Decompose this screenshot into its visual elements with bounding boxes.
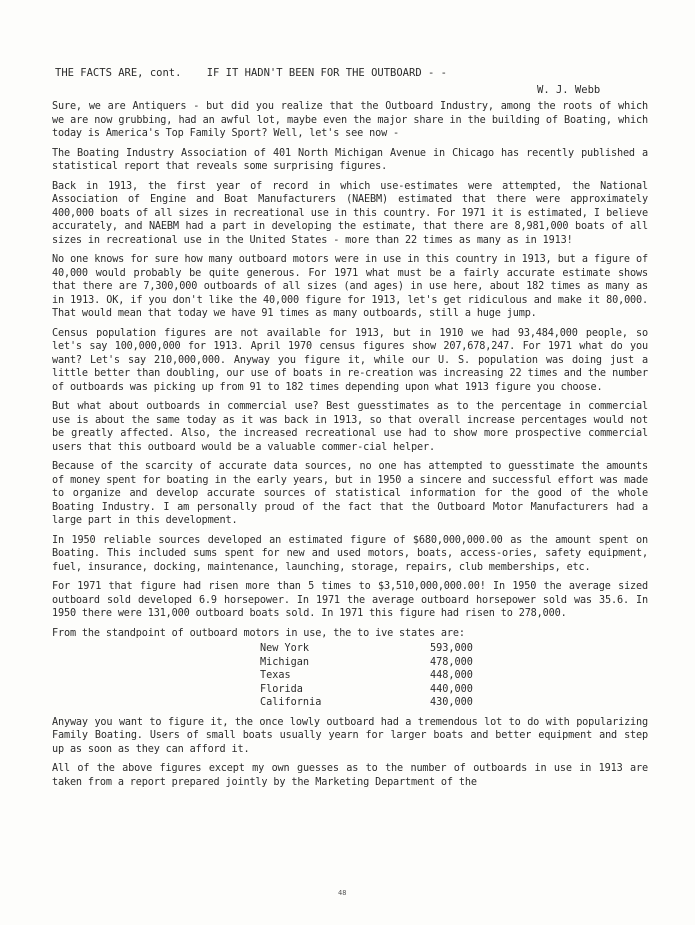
state-value: 430,000 (430, 697, 473, 708)
state-name: Michigan (260, 656, 310, 668)
paragraph-outboard-count: No one knows for sure how many outboard motors were in use in this country in 1913, but a figure of 40,000 would probably be quite generous. For 1971 what must be a fairly accurate estimate shows that there are 7,300,000 outboards of all sizes (and ages) in use here, about 182 times as many as in 1913. OK, if you don't like the 40,000 figure for 1913, let's get ridiculous and make it 80,000. That would mean that today we have 91 times as many outboards, still a huge jump. (52, 254, 648, 319)
article-body (52, 100, 648, 795)
state-value: 448,000 (430, 670, 473, 681)
paragraph-commercial-use: But what about outboards in commercial use? Best guesstimates as to the percentage in commercial use is about the same today as it was back in 1913, so that overall increase percentages would not be greatly affected. Also, the increased recreational use had to show more prospective commercial users that this outboard would be a valuable commer-cial helper. (52, 401, 648, 453)
state-name: Florida (260, 683, 303, 695)
paragraph-census: Census population figures are not available for 1913, but in 1910 we had 93,484,000 people, so let's say 100,000,000 for 1913. April 1970 census figures show 207,678,247. For 1971 what do you want? Let's say 210,000,000. Anyway you figure it, while our U. S. population was doing just a little better than doubling, our use of boats in re-creation was increasing 22 times and the number of outboards was picking up from 91 to 182 times depending upon what 1913 figure you choose. (52, 327, 648, 393)
paragraph-1971-figures: For 1971 that figure had risen more than 5 times to $3,510,000,000.00! In 1950 the average sized outboard sold developed 6.9 horsepower. In 1971 the average outboard horsepower sold was 35.6. In 1950 there were 131,000 outboard boats sold. In 1971 this figure had risen to 278,000. (52, 581, 648, 619)
state-value: 440,000 (430, 683, 473, 695)
state-name: California (260, 697, 322, 708)
paragraph-sources: All of the above figures except my own guesses as to the number of outboards in use in 1913 are taken from a report prepared jointly by the Marketing Department of the (52, 763, 648, 788)
table-row (260, 642, 648, 656)
paragraph-top-states-intro: From the standpoint of outboard motors in use, the to ive states are: (52, 627, 465, 639)
header-title: THE FACTS ARE, cont. IF IT HADN'T BEEN FOR THE OUTBOARD - - (55, 67, 447, 79)
paragraph-popularizing: Anyway you want to figure it, the once lowly outboard had a tremendous lot to do with popularizing Family Boating. Users of small boats usually yearn for larger boats and better equipment and step up as soon as they can afford it. (52, 716, 648, 755)
table-row (260, 683, 648, 697)
table-row (260, 696, 648, 710)
state-name: New York (260, 643, 310, 654)
page-number: 48 (338, 889, 347, 897)
paragraph-1950-spending: In 1950 reliable sources developed an estimated figure of $680,000,000.00 as the amount spent on Boating. This included sums spent for new and used motors, boats, access-ories, safety equipment, fuel, insurance, docking, maintenance, launching, storage, repairs, club memberships, etc. (52, 534, 648, 573)
paragraph-bia-report: The Boating Industry Association of 401 North Michigan Avenue in Chicago has recently published a statistical report that reveals some surprising figures. (52, 147, 648, 172)
state-name: Texas (260, 670, 291, 681)
paragraph-1913-boats: Back in 1913, the first year of record in which use-estimates were attempted, the National Association of Engine and Boat Manufacturers (NAEBM) estimated that there were approximately 400,000 boats of all sizes in recreational use in this country. For 1971 it is estimated, I believe accurately, and NAEBM had a part in developing the estimate, that there are 8,981,000 boats of all sizes in recreational use in the United States - more than 22 times as many as in 1913! (52, 180, 648, 246)
table-row (260, 656, 648, 670)
table-row (260, 669, 648, 683)
author-name: W. J. Webb (537, 84, 601, 96)
paragraph-data-sources: Because of the scarcity of accurate data sources, no one has attempted to guesstimate the amounts of money spent for boating in the early years, but in 1950 a sincere and successful effort was made to organize and develop accurate sources of statistical information for the good of the whole Boating Industry. I am personally proud of the fact that the Outboard Motor Manufacturers had a large part in this development. (52, 461, 648, 526)
state-value: 593,000 (430, 643, 473, 654)
paragraph-intro: Sure, we are Antiquers - but did you realize that the Outboard Industry, among the roots of which we are now grubbing, had an awful lot, maybe even the major share in the building of Boating, which today is America's Top Family Sport? Well, let's see now - (52, 101, 648, 139)
states-table (260, 642, 648, 710)
state-value: 478,000 (430, 656, 473, 668)
